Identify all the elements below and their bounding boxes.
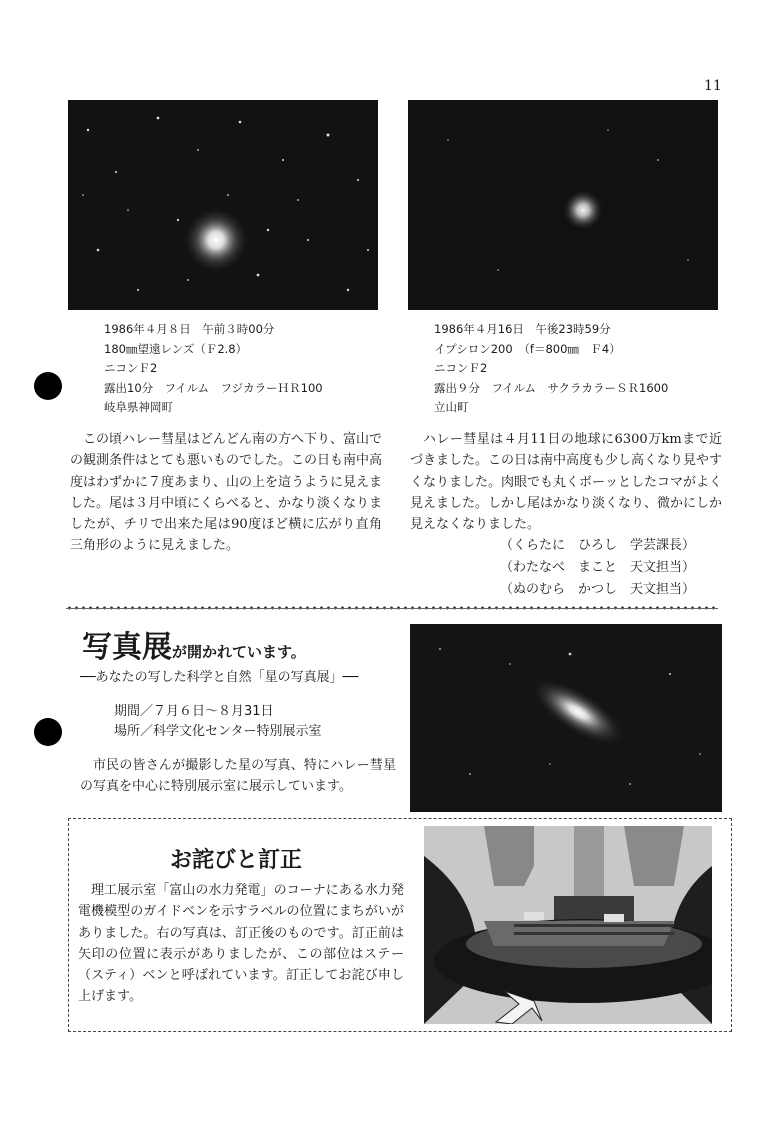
paragraph: 理工展示室「富山の水力発電」のコーナにある水力発電機模型のガイドベンを示すラベルの位置にまちがいがありました。右の写真は、訂正後のものです。訂正前は矢印の位置に表示がありましたが、この部位はステー（スティ）ベンと呼ばれています。訂正してお詫び申し上げます。 [78,883,404,1005]
caption-line: 露出10分 フイルム フジカラーＨＲ100 [104,380,323,395]
left-article-text [70,429,382,557]
exhibition-title-suffix: が開かれています。 [172,643,306,661]
paragraph: ハレー彗星は４月11日の地球に6300万kmまで近づきました。この日は南中高度も少し高くなり見やすくなりました。肉眼でも丸くボーッとしたコマがよく見えました。しかし尾はかなり淡くなり、微かにしか見えなくなりました。 [410,432,723,533]
page-number: 11 [704,78,722,94]
galaxy-photo [410,624,722,812]
paragraph: この頃ハレー彗星はどんどん南の方へ下り、富山での観測条件はとても悪いものでした。この日も南中高度はわずかに７度あまり、山の上を這うように見えました。尾は３月中頃にくらべると、かなり淡くなりましたが、チリで出来た尾は90度ほど横に広がり直角三角形のように見えました。 [70,432,383,554]
photo-right-caption [434,320,668,418]
correction-notice-title: お詫びと訂正 [170,848,303,873]
caption-line: 露出９分 フイルム サクラカラーＳＲ1600 [434,380,669,395]
caption-line: ニコンＦ2 [104,361,158,375]
paragraph: 市民の皆さんが撮影した星の写真、特にハレー彗星の写真を中心に特別展示室に展示しています。 [80,758,396,795]
exhibition-description [80,755,396,798]
credit-line: （くらたに ひろし 学芸課長） [500,538,696,553]
photo-left-caption [104,320,323,418]
credit-line: （わたなべ まこと 天文担当） [500,560,696,575]
exhibition-info [114,702,321,742]
caption-line: 立山町 [434,400,469,414]
comet-photo-left [68,100,378,310]
caption-line: ニコンＦ2 [434,361,488,375]
caption-line: イプシロン200 （f＝800㎜ Ｆ4） [434,341,621,356]
section-divider [66,605,718,611]
credit-line: （ぬのむら かつし 天文担当） [500,582,696,597]
correction-notice-text [78,880,404,1008]
caption-line: 180㎜望遠レンズ（Ｆ2.8） [104,341,248,356]
right-article-text [410,429,722,535]
margin-dot-top [34,372,62,400]
caption-line: 岐阜県神岡町 [104,400,173,414]
margin-dot-middle [34,718,62,746]
author-credits [500,535,695,601]
turbine-model-photo [424,826,712,1024]
caption-line: 1986年４月８日 午前３時00分 [104,322,275,336]
exhibition-subtitle: ──あなたの写した科学と自然「星の写真展」── [80,670,359,685]
exhibition-title [82,622,306,666]
exhibition-period: 期間／７月６日～８月31日 [114,704,274,719]
caption-line: 1986年４月16日 午後23時59分 [434,322,611,336]
comet-photo-right [408,100,718,310]
exhibition-place: 場所／科学文化センター特別展示室 [114,724,322,739]
exhibition-title-main: 写真展 [82,630,172,665]
